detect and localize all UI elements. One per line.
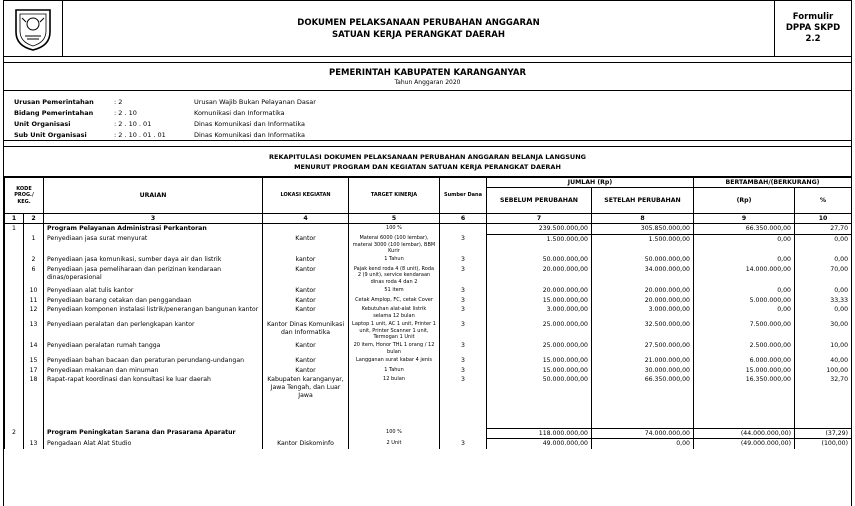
- form-code-line2: DPPA SKPD: [785, 23, 841, 33]
- row-sebelum: 118.000.000,00: [487, 428, 592, 439]
- row-setelah: 20.000.000,00: [592, 286, 694, 296]
- row-kode-program: [5, 234, 24, 255]
- row-setelah: 20.000.000,00: [592, 296, 694, 306]
- budget-table: [4, 177, 852, 449]
- row-uraian: Penyediaan komponen instalasi listrik/penerangan bangunan kantor: [44, 305, 263, 320]
- col-number: 10: [795, 214, 852, 224]
- col-rp: (Rp): [694, 188, 795, 214]
- row-bertambah-rp: (49.000.000,00): [694, 439, 795, 449]
- row-target: Kebutuhan alat-alat listrik selama 12 bulan: [349, 305, 440, 320]
- row-kode-kegiatan: 12: [24, 305, 44, 320]
- info-label: Unit Organisasi: [14, 119, 71, 128]
- row-sumber: 3: [440, 234, 487, 255]
- row-setelah: 305.850.000,00: [592, 224, 694, 235]
- row-sumber: 3: [440, 366, 487, 376]
- row-sumber: 3: [440, 375, 487, 400]
- row-bertambah-rp: 2.500.000,00: [694, 341, 795, 356]
- row-sebelum: 15.000.000,00: [487, 366, 592, 376]
- row-uraian: Rapat-rapat koordinasi dan konsultasi ke luar daerah: [44, 375, 263, 400]
- row-lokasi: Kantor: [263, 356, 349, 366]
- row-kode-program: 1: [5, 224, 24, 235]
- info-code: : 2 . 10 . 01: [114, 119, 152, 128]
- col-jumlah: JUMLAH (Rp): [487, 178, 694, 188]
- row-kode-program: [5, 341, 24, 356]
- row-setelah: 27.500.000,00: [592, 341, 694, 356]
- activity-row: [5, 320, 852, 341]
- row-lokasi: kantor: [263, 255, 349, 265]
- spacer-cell: [349, 400, 440, 428]
- regency-emblem-icon: [12, 6, 54, 52]
- row-sumber: 3: [440, 265, 487, 286]
- row-kode-kegiatan: 13: [24, 439, 44, 449]
- row-target: 12 bulan: [349, 375, 440, 400]
- row-bertambah-pct: 0,00: [795, 255, 852, 265]
- col-setelah: SETELAH PERUBAHAN: [592, 188, 694, 214]
- form-code-line1: Formulir: [792, 12, 834, 22]
- spacer-cell: [487, 400, 592, 428]
- row-setelah: 30.000.000,00: [592, 366, 694, 376]
- government-banner: [4, 62, 851, 91]
- col-kode: KODE PROG./ KEG.: [5, 178, 44, 214]
- document-header: [4, 0, 851, 57]
- row-sebelum: 3.000.000,00: [487, 305, 592, 320]
- row-uraian: Program Peningkatan Sarana dan Prasarana Aparatur: [44, 428, 263, 439]
- row-lokasi: Kantor Diskominfo: [263, 439, 349, 449]
- info-code: : 2 . 10 . 01 . 01: [114, 130, 166, 139]
- row-bertambah-rp: 0,00: [694, 286, 795, 296]
- row-setelah: 34.000.000,00: [592, 265, 694, 286]
- row-target: Materai 6000 (100 lembar), materai 3000 (100 lembar), BBM Kurir: [349, 234, 440, 255]
- row-bertambah-pct: (100,00): [795, 439, 852, 449]
- row-sebelum: 20.000.000,00: [487, 286, 592, 296]
- row-bertambah-rp: (44.000.000,00): [694, 428, 795, 439]
- row-sebelum: 50.000.000,00: [487, 375, 592, 400]
- row-setelah: 66.350.000,00: [592, 375, 694, 400]
- recap-title-line2: MENURUT PROGRAM DAN KEGIATAN SATUAN KERJA PERANGKAT DAERAH: [294, 162, 561, 171]
- row-bertambah-rp: 16.350.000,00: [694, 375, 795, 400]
- row-sebelum: 50.000.000,00: [487, 255, 592, 265]
- info-label: Urusan Pemerintahan: [14, 97, 94, 106]
- row-sebelum: 15.000.000,00: [487, 296, 592, 306]
- spacer-cell: [592, 400, 694, 428]
- activity-row: [5, 366, 852, 376]
- activity-row: [5, 296, 852, 306]
- col-number: 7: [487, 214, 592, 224]
- row-lokasi: Kantor: [263, 265, 349, 286]
- row-kode-program: [5, 356, 24, 366]
- info-name: Urusan Wajib Bukan Pelayanan Dasar: [194, 97, 316, 106]
- activity-row: [5, 265, 852, 286]
- row-bertambah-rp: 0,00: [694, 305, 795, 320]
- row-uraian: Penyediaan bahan bacaan dan peraturan perundang-undangan: [44, 356, 263, 366]
- row-lokasi: Kantor: [263, 305, 349, 320]
- fiscal-year: Tahun Anggaran 2020: [394, 78, 461, 86]
- col-pct: %: [795, 188, 852, 214]
- row-kode-program: [5, 265, 24, 286]
- activity-row: [5, 255, 852, 265]
- row-lokasi: Kantor: [263, 286, 349, 296]
- info-name: Dinas Komunikasi dan Informatika: [194, 130, 306, 139]
- info-row: [4, 129, 851, 140]
- info-code: : 2 . 10: [114, 108, 137, 117]
- recap-title: [4, 146, 851, 177]
- spacer-cell: [5, 400, 24, 428]
- activity-row: [5, 286, 852, 296]
- row-setelah: 50.000.000,00: [592, 255, 694, 265]
- row-sumber: 3: [440, 320, 487, 341]
- row-lokasi: [263, 428, 349, 439]
- spacer-cell: [694, 400, 795, 428]
- row-lokasi: Kantor: [263, 296, 349, 306]
- row-sumber: 3: [440, 305, 487, 320]
- document-title-line2: SATUAN KERJA PERANGKAT DAERAH: [332, 29, 505, 40]
- row-bertambah-rp: 66.350.000,00: [694, 224, 795, 235]
- row-bertambah-rp: 6.000.000,00: [694, 356, 795, 366]
- row-target: 100 %: [349, 224, 440, 235]
- row-bertambah-pct: 100,00: [795, 366, 852, 376]
- info-row: [4, 96, 851, 107]
- row-kode-program: [5, 305, 24, 320]
- row-bertambah-pct: 70,00: [795, 265, 852, 286]
- row-setelah: 0,00: [592, 439, 694, 449]
- row-target: Laptop 1 unit, AC 1 unit, Printer 1 unit, Printer Scanner 1 unit, Termogan 1 Unit: [349, 320, 440, 341]
- row-uraian: Penyediaan jasa pemeliharaan dan perizinan kendaraan dinas/operasional: [44, 265, 263, 286]
- col-lokasi: LOKASI KEGIATAN: [263, 178, 349, 214]
- row-bertambah-pct: 0,00: [795, 305, 852, 320]
- row-lokasi: Kantor Dinas Komunikasi dan Informatika: [263, 320, 349, 341]
- row-uraian: Pengadaan Alat Alat Studio: [44, 439, 263, 449]
- info-name: Dinas Komunikasi dan Informatika: [194, 119, 306, 128]
- row-sumber: [440, 428, 487, 439]
- row-bertambah-pct: 32,70: [795, 375, 852, 400]
- spacer-cell: [44, 400, 263, 428]
- row-uraian: Penyediaan alat tulis kantor: [44, 286, 263, 296]
- row-bertambah-rp: 0,00: [694, 255, 795, 265]
- form-code: [774, 1, 851, 56]
- info-row: [4, 107, 851, 118]
- row-setelah: 74.000.000,00: [592, 428, 694, 439]
- row-kode-kegiatan: 18: [24, 375, 44, 400]
- row-kode-kegiatan: 15: [24, 356, 44, 366]
- col-number: 2: [24, 214, 44, 224]
- col-number: 1: [5, 214, 24, 224]
- row-target: Langganan surat kabar 4 jenis: [349, 356, 440, 366]
- row-lokasi: Kantor: [263, 234, 349, 255]
- row-bertambah-rp: 14.000.000,00: [694, 265, 795, 286]
- col-number: 8: [592, 214, 694, 224]
- row-kode-program: [5, 439, 24, 449]
- row-kode-program: 2: [5, 428, 24, 439]
- row-lokasi: Kabupaten karanganyar, Jawa Tengah, dan Luar Jawa: [263, 375, 349, 400]
- row-uraian: Penyediaan jasa komunikasi, sumber daya air dan listrik: [44, 255, 263, 265]
- row-sumber: 3: [440, 255, 487, 265]
- info-label: Sub Unit Organisasi: [14, 130, 87, 139]
- info-label: Bidang Pemerintahan: [14, 108, 94, 117]
- col-number: 9: [694, 214, 795, 224]
- row-kode-program: [5, 375, 24, 400]
- row-kode-program: [5, 320, 24, 341]
- row-bertambah-pct: 33,33: [795, 296, 852, 306]
- spacer-cell: [24, 400, 44, 428]
- row-bertambah-rp: 7.500.000,00: [694, 320, 795, 341]
- activity-row: [5, 439, 852, 449]
- row-sumber: 3: [440, 439, 487, 449]
- row-sebelum: 1.500.000,00: [487, 234, 592, 255]
- col-sebelum: SEBELUM PERUBAHAN: [487, 188, 592, 214]
- dppa-document: [3, 0, 852, 506]
- row-uraian: Penyediaan peralatan rumah tangga: [44, 341, 263, 356]
- row-bertambah-pct: 0,00: [795, 234, 852, 255]
- info-row: [4, 118, 851, 129]
- col-sumber: Sumber Dana: [440, 178, 487, 214]
- row-kode-program: [5, 296, 24, 306]
- row-uraian: Program Pelayanan Administrasi Perkantoran: [44, 224, 263, 235]
- row-kode-kegiatan: 13: [24, 320, 44, 341]
- row-lokasi: [263, 224, 349, 235]
- row-uraian: Penyediaan jasa surat menyurat: [44, 234, 263, 255]
- row-kode-kegiatan: [24, 224, 44, 235]
- row-target: 20 item, Honor THL 1 orang / 12 bulan: [349, 341, 440, 356]
- row-kode-kegiatan: 1: [24, 234, 44, 255]
- row-bertambah-pct: 10,00: [795, 341, 852, 356]
- activity-row: [5, 356, 852, 366]
- row-kode-kegiatan: 17: [24, 366, 44, 376]
- row-lokasi: Kantor: [263, 341, 349, 356]
- col-bertambah: BERTAMBAH/(BERKURANG): [694, 178, 852, 188]
- government-name: PEMERINTAH KABUPATEN KARANGANYAR: [328, 67, 527, 78]
- row-bertambah-rp: 0,00: [694, 234, 795, 255]
- row-setelah: 1.500.000,00: [592, 234, 694, 255]
- row-bertambah-pct: 30,00: [795, 320, 852, 341]
- info-name: Komunikasi dan Informatika: [194, 108, 285, 117]
- row-bertambah-pct: 0,00: [795, 286, 852, 296]
- row-target: 51 item: [349, 286, 440, 296]
- row-kode-kegiatan: 11: [24, 296, 44, 306]
- regency-emblem: [4, 1, 63, 56]
- recap-title-line1: REKAPITULASI DOKUMEN PELAKSANAAN PERUBAHAN ANGGARAN BELANJA LANGSUNG: [269, 152, 586, 161]
- row-kode-kegiatan: [24, 428, 44, 439]
- row-target: 1 Tahun: [349, 255, 440, 265]
- row-bertambah-pct: (37,29): [795, 428, 852, 439]
- row-sebelum: 49.000.000,00: [487, 439, 592, 449]
- program-row: [5, 428, 852, 439]
- row-bertambah-rp: 5.000.000,00: [694, 296, 795, 306]
- col-number: 6: [440, 214, 487, 224]
- document-title-line1: DOKUMEN PELAKSANAAN PERUBAHAN ANGGARAN: [297, 17, 540, 28]
- activity-row: [5, 305, 852, 320]
- budget-table-body: [5, 224, 852, 449]
- row-sebelum: 25.000.000,00: [487, 320, 592, 341]
- program-row: [5, 224, 852, 235]
- row-setelah: 21.000.000,00: [592, 356, 694, 366]
- row-setelah: 3.000.000,00: [592, 305, 694, 320]
- row-setelah: 32.500.000,00: [592, 320, 694, 341]
- row-target: Cetak Amplop, FC, cetak Cover: [349, 296, 440, 306]
- row-kode-kegiatan: 6: [24, 265, 44, 286]
- spacer-cell: [440, 400, 487, 428]
- row-uraian: Penyediaan barang cetakan dan penggandaan: [44, 296, 263, 306]
- row-kode-program: [5, 286, 24, 296]
- row-sumber: 3: [440, 356, 487, 366]
- col-target: TARGET KINERJA: [349, 178, 440, 214]
- document-title: [63, 1, 774, 56]
- form-code-line3: 2.2: [805, 34, 821, 44]
- col-number: 5: [349, 214, 440, 224]
- spacer-cell: [795, 400, 852, 428]
- organization-info: [4, 91, 851, 141]
- row-sebelum: 239.500.000,00: [487, 224, 592, 235]
- spacer-cell: [263, 400, 349, 428]
- row-uraian: Penyediaan peralatan dan perlengkapan kantor: [44, 320, 263, 341]
- row-sebelum: 25.000.000,00: [487, 341, 592, 356]
- activity-row: [5, 375, 852, 400]
- row-kode-kegiatan: 2: [24, 255, 44, 265]
- row-sumber: [440, 224, 487, 235]
- row-sebelum: 20.000.000,00: [487, 265, 592, 286]
- row-sumber: 3: [440, 286, 487, 296]
- row-bertambah-pct: 40,00: [795, 356, 852, 366]
- row-uraian: Penyediaan makanan dan minuman: [44, 366, 263, 376]
- col-number: 3: [44, 214, 263, 224]
- row-sumber: 3: [440, 341, 487, 356]
- row-kode-kegiatan: 10: [24, 286, 44, 296]
- activity-row: [5, 234, 852, 255]
- row-bertambah-pct: 27,70: [795, 224, 852, 235]
- row-sumber: 3: [440, 296, 487, 306]
- row-bertambah-rp: 15.000.000,00: [694, 366, 795, 376]
- col-uraian: URAIAN: [44, 178, 263, 214]
- spacer-row: [5, 400, 852, 428]
- row-kode-program: [5, 255, 24, 265]
- row-kode-kegiatan: 14: [24, 341, 44, 356]
- row-target: 100 %: [349, 428, 440, 439]
- info-code: : 2: [114, 97, 123, 106]
- row-lokasi: Kantor: [263, 366, 349, 376]
- row-kode-program: [5, 366, 24, 376]
- activity-row: [5, 341, 852, 356]
- row-sebelum: 15.000.000,00: [487, 356, 592, 366]
- row-target: 1 Tahun: [349, 366, 440, 376]
- col-number: 4: [263, 214, 349, 224]
- row-target: Pajak kend roda 4 (8 unit), Roda 2 (9 unit), service kendaraan dinas roda 4 dan 2: [349, 265, 440, 286]
- row-target: 2 Unit: [349, 439, 440, 449]
